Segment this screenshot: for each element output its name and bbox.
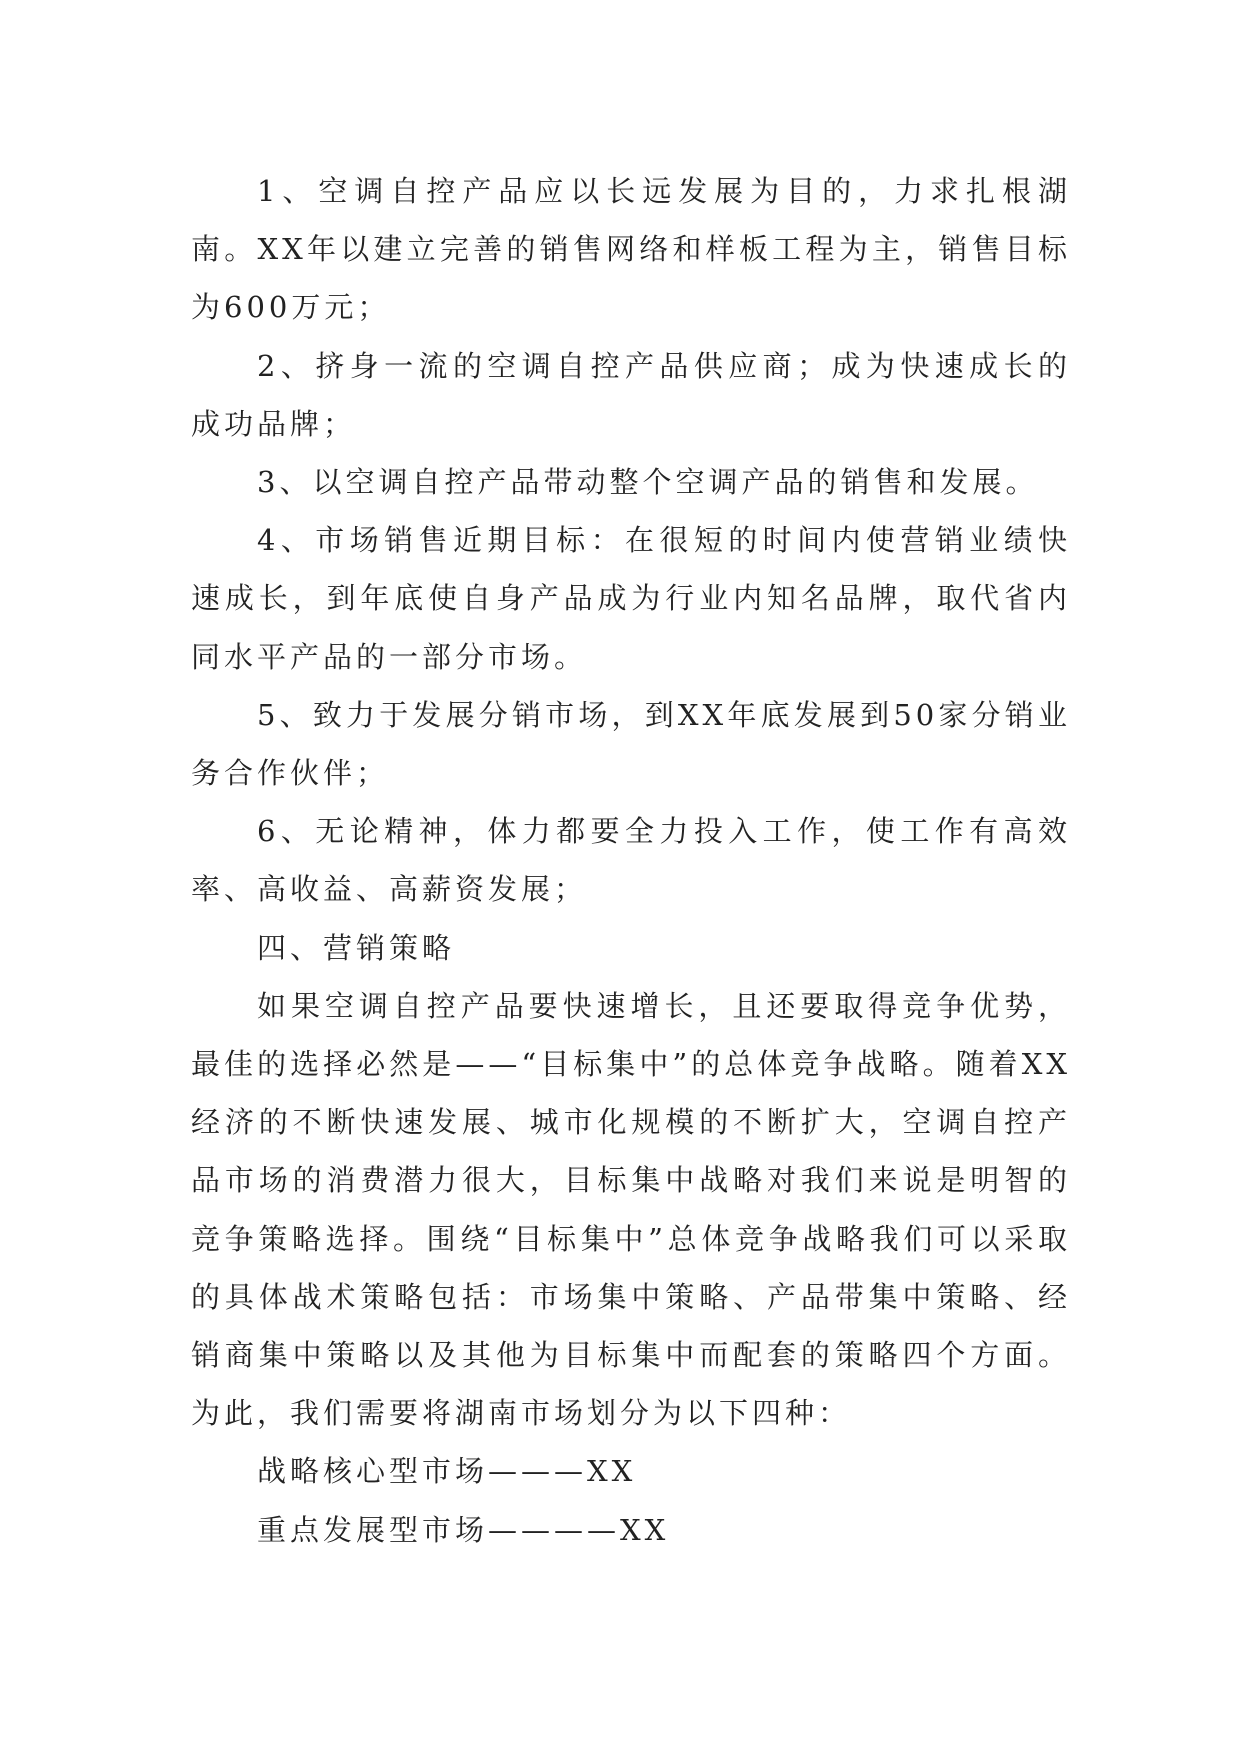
paragraph-goal-3: 3、以空调自控产品带动整个空调产品的销售和发展。 <box>257 465 1039 500</box>
paragraph-goal-6: 6、无论精神，体力都要全力投入工作，使工作有高效率、高收益、高薪资发展； <box>191 814 1071 907</box>
market-type-key-development: 重点发展型市场————XX <box>257 1512 670 1547</box>
paragraph-strategy-body: 如果空调自控产品要快速增长，且还要取得竞争优势，最佳的选择必然是——“目标集中”的总体竞争战略。随着XX经济的不断快速发展、城市化规模的不断扩大，空调自控产品市场的消费潜力很大，目标集中战略对我们来说是明智的竞争策略选择。围绕“目标集中”总体竞争战略我们可以采取的具体战术策略包括：市场集中策略、产品带集中策略、经销商集中策略以及其他为目标集中而配套的策略四个方面。为此，我们需要将湖南市场划分为以下四种： <box>191 988 1071 1431</box>
document-body <box>191 162 1071 1559</box>
paragraph-goal-1: 1、空调自控产品应以长远发展为目的，力求扎根湖南。XX年以建立完善的销售网络和样板工程为主，销售目标为600万元； <box>191 174 1071 325</box>
section-heading-marketing-strategy: 四、营销策略 <box>257 930 456 965</box>
paragraph-goal-5: 5、致力于发展分销市场，到XX年底发展到50家分销业务合作伙伴； <box>191 697 1071 791</box>
paragraph-goal-4: 4、市场销售近期目标：在很短的时间内使营销业绩快速成长，到年底使自身产品成为行业内知名品牌，取代省内同水平产品的一部分市场。 <box>191 523 1071 674</box>
paragraph-goal-2: 2、挤身一流的空调自控产品供应商；成为快速成长的成功品牌； <box>191 348 1071 441</box>
market-type-core: 战略核心型市场———XX <box>257 1454 637 1489</box>
